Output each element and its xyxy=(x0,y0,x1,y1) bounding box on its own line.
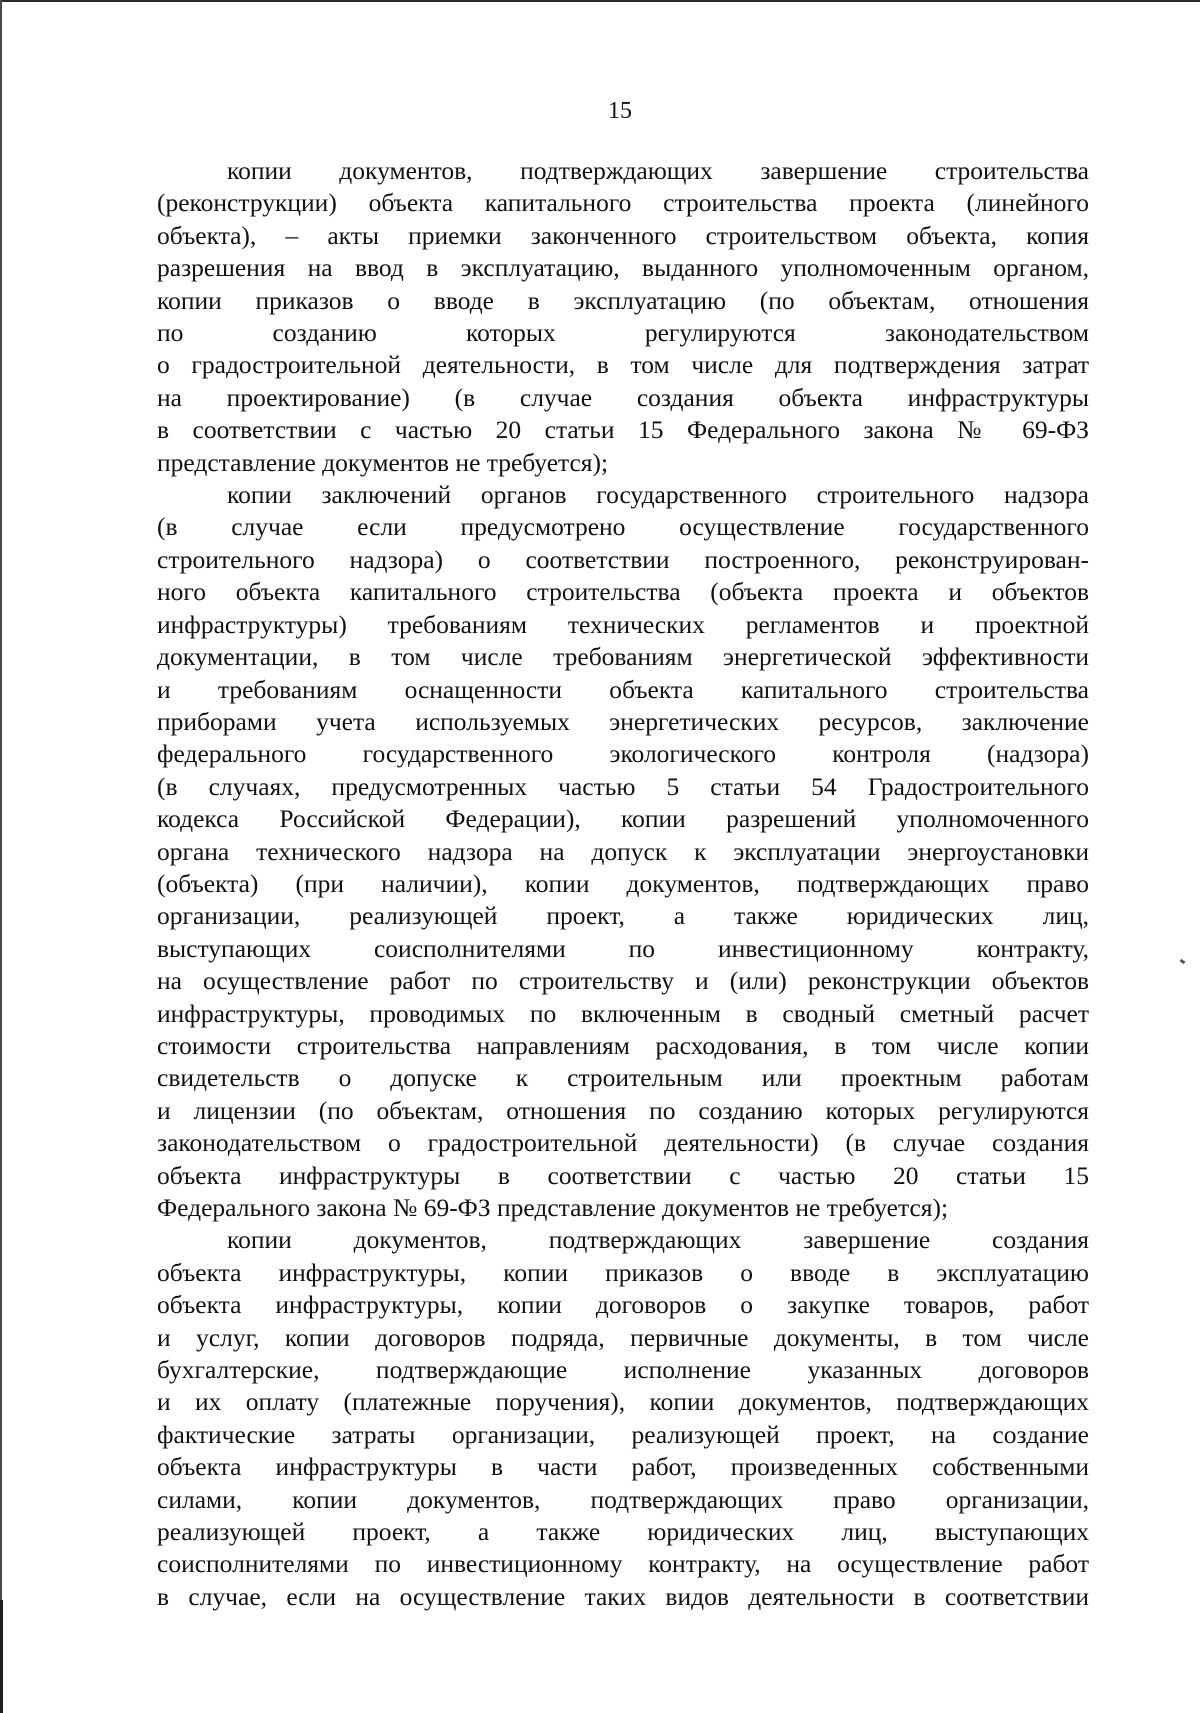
scan-edge-top xyxy=(0,0,1200,2)
text-line: свидетельств о допуске к строительным или проектным работам xyxy=(157,1063,1089,1093)
text-line: объекта инфраструктуры, копии договоров о закупке товаров, работ xyxy=(157,1290,1089,1320)
text-line: на осуществление работ по строительству и (или) реконструкции объектов xyxy=(157,966,1089,996)
text-line: и лицензии (по объектам, отношения по созданию которых регулируются xyxy=(157,1095,1089,1125)
text-line: и их оплату (платежные поручения), копии документов, подтверждающих xyxy=(157,1387,1089,1417)
text-line: представление документов не требуется); xyxy=(157,447,609,477)
page-number: 15 xyxy=(608,98,632,124)
text-line: (реконструкции) объекта капитального строительства проекта (линейного xyxy=(157,188,1089,218)
text-line: строительного надзора) о соответствии построенного, реконструирован- xyxy=(157,544,1089,574)
text-line: инфраструктуры) требованиям технических регламентов и проектной xyxy=(157,609,1089,639)
text-line: бухгалтерские, подтверждающие исполнение указанных договоров xyxy=(157,1355,1089,1385)
text-line: копии заключений органов государственного строительного надзора xyxy=(227,480,1089,510)
text-line: (объекта) (при наличии), копии документов, подтверждающих право xyxy=(157,868,1089,898)
text-line: Федерального закона № 69-ФЗ представление документов не требуется); xyxy=(157,1193,949,1222)
text-line: (в случае если предусмотрено осуществление государственного xyxy=(157,512,1089,542)
text-line: в соответствии с частью 20 статьи 15 Федерального закона № 69-ФЗ xyxy=(157,415,1089,445)
text-line: законодательством о градостроительной деятельности) (в случае создания xyxy=(157,1128,1089,1158)
text-line: и требованиям оснащенности объекта капитального строительства xyxy=(157,674,1089,704)
text-line: копии приказов о вводе в эксплуатацию (по объектам, отношения xyxy=(157,285,1089,315)
text-line: выступающих соисполнителями по инвестиционному контракту, xyxy=(157,933,1089,963)
text-line: по созданию которых регулируются законодательством xyxy=(157,318,1089,348)
paragraph xyxy=(157,1224,1089,1613)
text-line: организации, реализующей проект, а также юридических лиц, xyxy=(157,901,1089,931)
text-line: реализующей проект, а также юридических лиц, выступающих xyxy=(157,1517,1089,1547)
paragraph xyxy=(157,155,1089,479)
text-line: соисполнителями по инвестиционному контракту, на осуществление работ xyxy=(157,1549,1089,1579)
text-line: документации, в том числе требованиям энергетической эффективности xyxy=(157,642,1089,672)
text-line: копии документов, подтверждающих завершение создания xyxy=(227,1225,1089,1255)
text-line: объекта инфраструктуры, копии приказов о вводе в эксплуатацию xyxy=(157,1257,1089,1287)
text-line: ного объекта капитального строительства (объекта проекта и объектов xyxy=(157,577,1089,607)
text-line: в случае, если на осуществление таких видов деятельности в соответствии xyxy=(157,1581,1089,1611)
text-line: объекта инфраструктуры в части работ, произведенных собственными xyxy=(157,1452,1089,1482)
text-line: инфраструктуры, проводимых по включенным в сводный сметный расчет xyxy=(157,998,1089,1028)
scan-edge-left-lower xyxy=(0,1600,3,1713)
text-line: копии документов, подтверждающих завершение строительства xyxy=(227,156,1089,185)
paragraph xyxy=(157,479,1089,1224)
text-line: приборами учета используемых энергетических ресурсов, заключение xyxy=(157,706,1089,736)
scan-edge-left xyxy=(0,0,2,1713)
text-line: на проектирование) (в случае создания объекта инфраструктуры xyxy=(157,382,1089,412)
body-text xyxy=(157,155,1089,1613)
text-line: стоимости строительства направлениям расходования, в том числе копии xyxy=(157,1030,1089,1060)
text-line: объекта), – акты приемки законченного строительством объекта, копия xyxy=(157,220,1089,250)
text-line: кодекса Российской Федерации), копии разрешений уполномоченного xyxy=(157,804,1089,834)
text-line: разрешения на ввод в эксплуатацию, выданного уполномоченным органом, xyxy=(157,253,1089,283)
text-line: силами, копии документов, подтверждающих право организации, xyxy=(157,1484,1089,1514)
scan-speck xyxy=(1180,959,1186,964)
text-line: фактические затраты организации, реализующей проект, на создание xyxy=(157,1419,1089,1449)
text-line: и услуг, копии договоров подряда, первичные документы, в том числе xyxy=(157,1322,1089,1352)
text-line: федерального государственного экологического контроля (надзора) xyxy=(157,739,1089,769)
text-line: о градостроительной деятельности, в том числе для подтверждения затрат xyxy=(157,350,1089,380)
text-line: (в случаях, предусмотренных частью 5 статьи 54 Градостроительного xyxy=(157,771,1089,801)
text-line: органа технического надзора на допуск к эксплуатации энергоустановки xyxy=(157,836,1089,866)
text-line: объекта инфраструктуры в соответствии с частью 20 статьи 15 xyxy=(157,1160,1089,1190)
